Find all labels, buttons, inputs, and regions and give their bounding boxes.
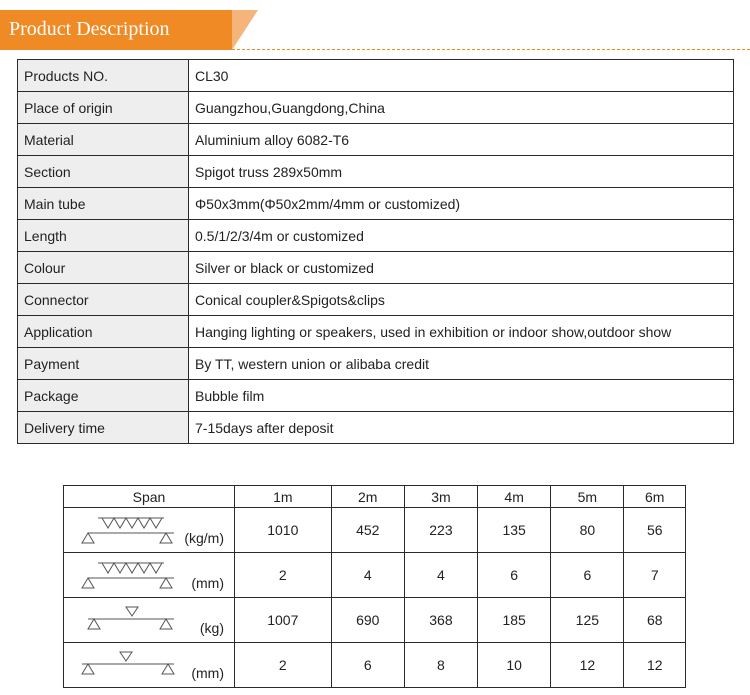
header-cell: 4m	[478, 486, 551, 508]
spec-label: Colour	[18, 252, 189, 284]
load-value: 4	[331, 553, 404, 598]
header-divider	[232, 49, 750, 50]
spec-value: Silver or black or customized	[189, 252, 734, 284]
row-unit: (kg)	[199, 620, 224, 636]
load-row	[64, 598, 686, 643]
spec-row	[18, 252, 734, 284]
spec-value: Φ50x3mm(Φ50x2mm/4mm or customized)	[189, 188, 734, 220]
load-value: 2	[235, 643, 332, 688]
header-cell-span: Span	[64, 486, 235, 508]
spec-row	[18, 156, 734, 188]
uniform-load-diagram-icon	[78, 558, 178, 592]
load-value: 68	[624, 598, 686, 643]
spec-value: Spigot truss 289x50mm	[189, 156, 734, 188]
spec-label: Products NO.	[18, 60, 189, 92]
header-cell: 2m	[331, 486, 404, 508]
spec-row	[18, 284, 734, 316]
load-value: 1007	[235, 598, 332, 643]
load-value: 6	[478, 553, 551, 598]
load-table	[63, 485, 686, 688]
spec-value: CL30	[189, 60, 734, 92]
spec-label: Main tube	[18, 188, 189, 220]
spec-row	[18, 412, 734, 444]
load-value: 6	[551, 553, 624, 598]
span-diagram-cell	[64, 643, 235, 688]
span-diagram-cell	[64, 508, 235, 553]
spec-row	[18, 60, 734, 92]
span-diagram-cell	[64, 553, 235, 598]
load-value: 185	[478, 598, 551, 643]
spec-label: Place of origin	[18, 92, 189, 124]
load-value: 368	[404, 598, 477, 643]
spec-value: 7-15days after deposit	[189, 412, 734, 444]
header-cell: 3m	[404, 486, 477, 508]
load-value: 2	[235, 553, 332, 598]
section-header	[0, 10, 232, 50]
spec-row	[18, 124, 734, 156]
spec-label: Application	[18, 316, 189, 348]
uniform-load-diagram-icon	[78, 513, 178, 547]
spec-value: Bubble film	[189, 380, 734, 412]
spec-value: Guangzhou,Guangdong,China	[189, 92, 734, 124]
spec-value: 0.5/1/2/3/4m or customized	[189, 220, 734, 252]
header-fold-decoration	[232, 10, 258, 50]
row-unit: (kg/m)	[184, 530, 224, 546]
spec-value: Hanging lighting or speakers, used in exhibition or indoor show,outdoor show	[189, 316, 734, 348]
load-value: 12	[624, 643, 686, 688]
header-cell: 5m	[551, 486, 624, 508]
load-value: 1010	[235, 508, 332, 553]
load-header-row	[64, 486, 686, 508]
load-value: 4	[404, 553, 477, 598]
spec-label: Connector	[18, 284, 189, 316]
spec-label: Material	[18, 124, 189, 156]
load-value: 80	[551, 508, 624, 553]
point-load-diagram-icon	[78, 648, 178, 682]
load-value: 690	[331, 598, 404, 643]
spec-label: Section	[18, 156, 189, 188]
spec-label: Payment	[18, 348, 189, 380]
load-value: 452	[331, 508, 404, 553]
spec-label: Delivery time	[18, 412, 189, 444]
spec-row	[18, 316, 734, 348]
load-value: 56	[624, 508, 686, 553]
load-value: 8	[404, 643, 477, 688]
spec-table	[17, 59, 734, 444]
spec-row	[18, 348, 734, 380]
spec-label: Package	[18, 380, 189, 412]
row-unit: (mm)	[191, 665, 224, 681]
load-value: 6	[331, 643, 404, 688]
row-unit: (mm)	[191, 575, 224, 591]
spec-row	[18, 188, 734, 220]
load-value: 10	[478, 643, 551, 688]
spec-value: By TT, western union or alibaba credit	[189, 348, 734, 380]
load-value: 7	[624, 553, 686, 598]
span-diagram-cell	[64, 598, 235, 643]
spec-label: Length	[18, 220, 189, 252]
load-row	[64, 643, 686, 688]
header-cell: 6m	[624, 486, 686, 508]
load-value: 135	[478, 508, 551, 553]
spec-row	[18, 380, 734, 412]
point-load-diagram-icon	[78, 603, 178, 637]
load-row	[64, 508, 686, 553]
spec-value: Conical coupler&Spigots&clips	[189, 284, 734, 316]
load-value: 12	[551, 643, 624, 688]
section-title: Product Description	[9, 18, 170, 40]
load-value: 125	[551, 598, 624, 643]
load-value: 223	[404, 508, 477, 553]
spec-row	[18, 220, 734, 252]
spec-row	[18, 92, 734, 124]
header-cell: 1m	[235, 486, 332, 508]
spec-value: Aluminium alloy 6082-T6	[189, 124, 734, 156]
load-row	[64, 553, 686, 598]
